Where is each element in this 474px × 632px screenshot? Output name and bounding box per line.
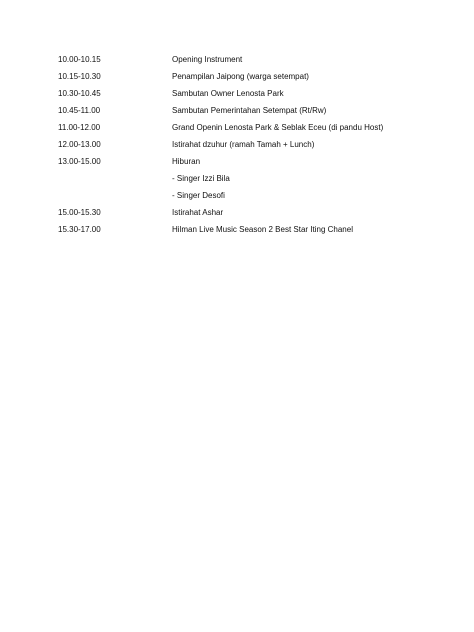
event-schedule [58, 51, 458, 238]
schedule-row [58, 85, 458, 102]
schedule-row [58, 221, 458, 238]
schedule-row [58, 153, 458, 170]
schedule-row [58, 68, 458, 85]
schedule-activity: Istirahat Ashar [172, 208, 224, 217]
schedule-row [58, 170, 458, 187]
schedule-time: 15.00-15.30 [58, 208, 101, 217]
schedule-time: 13.00-15.00 [58, 157, 101, 166]
schedule-row [58, 187, 458, 204]
schedule-row [58, 119, 458, 136]
schedule-activity: - Singer Izzi Bila [172, 174, 230, 183]
schedule-time: 10.00-10.15 [58, 55, 101, 64]
schedule-time: 10.45-11.00 [58, 106, 101, 115]
schedule-time: 11.00-12.00 [58, 123, 101, 132]
schedule-activity: Sambutan Pemerintahan Setempat (Rt/Rw) [172, 106, 327, 115]
schedule-activity: Penampilan Jaipong (warga setempat) [172, 72, 309, 81]
schedule-time: 10.15-10.30 [58, 72, 101, 81]
schedule-row [58, 102, 458, 119]
schedule-activity: Grand Openin Lenosta Park & Seblak Eceu (di pandu Host) [172, 123, 384, 132]
schedule-row [58, 136, 458, 153]
schedule-row [58, 204, 458, 221]
schedule-time: 10.30-10.45 [58, 89, 101, 98]
schedule-activity: Hiburan [172, 157, 201, 166]
schedule-activity: Istirahat dzuhur (ramah Tamah + Lunch) [172, 140, 315, 149]
schedule-time: 15.30-17.00 [58, 225, 101, 234]
schedule-activity: Sambutan Owner Lenosta Park [172, 89, 284, 98]
schedule-activity: - Singer Desofi [172, 191, 225, 200]
schedule-activity: Opening Instrument [172, 55, 243, 64]
schedule-activity: Hilman Live Music Season 2 Best Star Iting Chanel [172, 225, 353, 234]
schedule-row [58, 51, 458, 68]
schedule-time: 12.00-13.00 [58, 140, 101, 149]
